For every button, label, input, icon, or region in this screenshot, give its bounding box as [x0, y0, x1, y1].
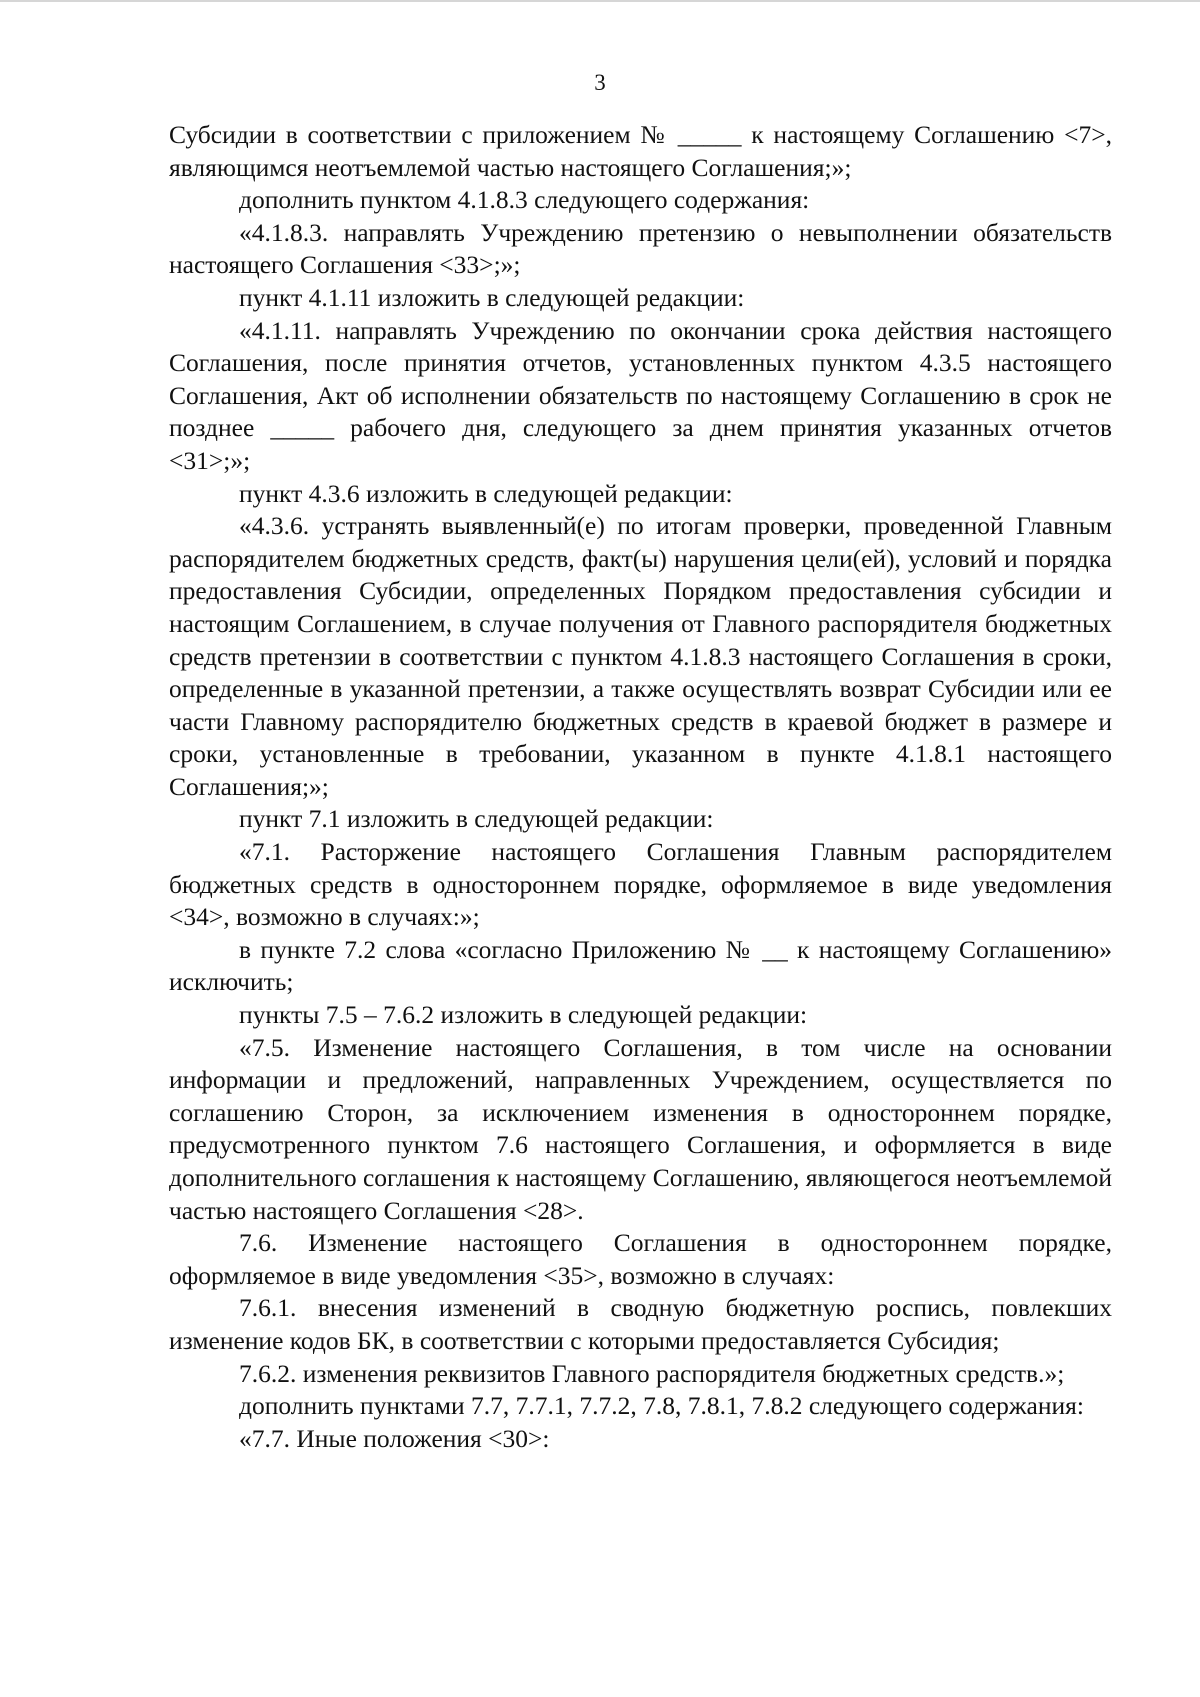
- paragraph-amend-7-5-7-6-2: пункты 7.5 – 7.6.2 изложить в следующей редакции:: [239, 1000, 808, 1030]
- paragraph-clause-4-3-6: «4.3.6. устранять выявленный(е) по итогам проверки, проведенной Главным распорядителем бюджетных средств, факт(ы) нарушения цели(ей), условий и порядка предоставления Субсидии, определенных Порядком предоставления субсидии и настоящим Соглашением, в случае получения от Главного распорядителя бюджетных средств претензии в соответствии с пунктом 4.1.8.3 настоящего Соглашения в сроки, определенные в указанной претензии, а также осуществлять возврат Субсидии или ее части Главному распорядителю бюджетных средств в краевой бюджет в размере и сроки, установленные в требовании, указанном в пункте 4.1.8.1 настоящего Соглашения;»;: [169, 511, 1112, 801]
- paragraph-clause-7-5: «7.5. Изменение настоящего Соглашения, в том числе на основании информации и предложений, направленных Учреждением, осуществляется по соглашению Сторон, за исключением изменения в одностороннем порядке, предусмотренного пунктом 7.6 настоящего Соглашения, и оформляется в виде дополнительного соглашения к настоящему Соглашению, являющегося неотъемлемой частью настоящего Соглашения <28>.: [169, 1032, 1112, 1225]
- paragraph-clause-7-1: «7.1. Расторжение настоящего Соглашения Главным распорядителем бюджетных средств в одностороннем порядке, оформляемое в виде уведомления <34>, возможно в случаях:»;: [169, 837, 1112, 932]
- paragraph-clause-7-6: 7.6. Изменение настоящего Соглашения в одностороннем порядке, оформляемое в виде уведомления <35>, возможно в случаях:: [169, 1228, 1112, 1290]
- paragraph-amend-7-7-7-8: дополнить пунктами 7.7, 7.7.1, 7.7.2, 7.8, 7.8.1, 7.8.2 следующего содержания:: [239, 1391, 1084, 1421]
- paragraph-continuation: Субсидии в соответствии с приложением № _____ к настоящему Соглашению <7>, являющимся неотъемлемой частью настоящего Соглашения;»;: [169, 120, 1112, 182]
- paragraph-amend-4-3-6: пункт 4.3.6 изложить в следующей редакции:: [239, 478, 733, 508]
- document-body: [169, 119, 1112, 1455]
- paragraph-clause-7-7: «7.7. Иные положения <30>:: [239, 1423, 550, 1453]
- paragraph-amend-7-1: пункт 7.1 изложить в следующей редакции:: [239, 804, 714, 834]
- paragraph-clause-7-6-1: 7.6.1. внесения изменений в сводную бюджетную роспись, повлекших изменение кодов БК, в соответствии с которыми предоставляется Субсидия;: [169, 1293, 1112, 1355]
- page-number: 3: [594, 70, 606, 95]
- paragraph-clause-7-6-2: 7.6.2. изменения реквизитов Главного распорядителя бюджетных средств.»;: [239, 1358, 1065, 1388]
- paragraph-amend-4-1-11: пункт 4.1.11 изложить в следующей редакции:: [239, 282, 745, 312]
- paragraph-clause-4-1-8-3: «4.1.8.3. направлять Учреждению претензию о невыполнении обязательств настоящего Соглашения <33>;»;: [169, 217, 1112, 280]
- paragraph-clause-4-1-11: «4.1.11. направлять Учреждению по окончании срока действия настоящего Соглашения, после принятия отчетов, установленных пунктом 4.3.5 настоящего Соглашения, Акт об исполнении обязательств по настоящему Соглашению в срок не позднее _____ рабочего дня, следующего за днем принятия указанных отчетов <31>;»;: [169, 315, 1112, 475]
- paragraph-amend-4-1-8-3: дополнить пунктом 4.1.8.3 следующего содержания:: [239, 185, 810, 215]
- paragraph-amend-7-2: в пункте 7.2 слова «согласно Приложению № __ к настоящему Соглашению» исключить;: [169, 934, 1112, 997]
- scan-top-edge: [0, 0, 1200, 2]
